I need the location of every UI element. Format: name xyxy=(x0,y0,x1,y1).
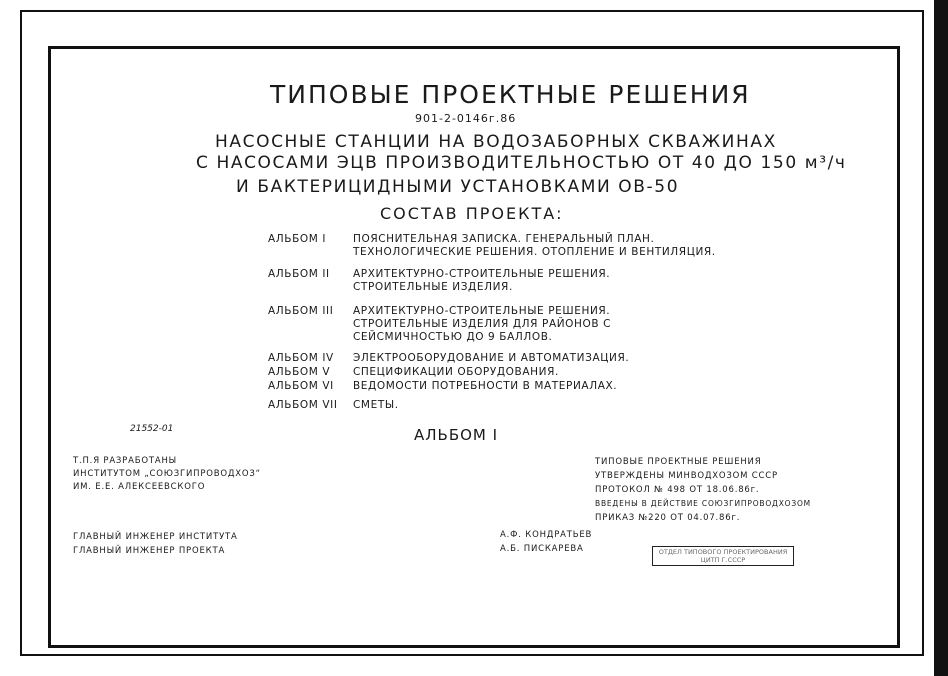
signatory-titles: ГЛАВНЫЙ ИНЖЕНЕР ИНСТИТУТА ГЛАВНЫЙ ИНЖЕНЕР ПРОЕКТА xyxy=(73,532,238,556)
inventory-number: 21552-01 xyxy=(130,424,174,434)
subtitle-line-2: С НАСОСАМИ ЭЦВ ПРОИЗВОДИТЕЛЬНОСТЬЮ ОТ 40 ДО 150 м³/ч xyxy=(196,153,847,173)
album-description: ПОЯСНИТЕЛЬНАЯ ЗАПИСКА. ГЕНЕРАЛЬНЫЙ ПЛАН. ТЕХНОЛОГИЧЕСКИЕ РЕШЕНИЯ. ОТОПЛЕНИЕ И ВЕНТИЛЯЦИЯ. xyxy=(353,233,716,258)
album-label: АЛЬБОМ IV xyxy=(268,352,334,364)
album-entry xyxy=(268,233,716,259)
album-entry xyxy=(268,380,617,393)
approval-block: ТИПОВЫЕ ПРОЕКТНЫЕ РЕШЕНИЯ УТВЕРЖДЕНЫ МИНВОДХОЗОМ СССР ПРОТОКОЛ № 498 ОТ 18.06.86г. ВВЕДЕНЫ В ДЕЙСТВИЕ СОЮЗГИПРОВОДХОЗОМ ПРИКАЗ №220 ОТ 04.07.86г. xyxy=(595,457,811,523)
album-label: АЛЬБОМ VI xyxy=(268,380,334,392)
album-label: АЛЬБОМ III xyxy=(268,305,334,317)
document-title: ТИПОВЫЕ ПРОЕКТНЫЕ РЕШЕНИЯ xyxy=(270,80,751,109)
album-description: АРХИТЕКТУРНО-СТРОИТЕЛЬНЫЕ РЕШЕНИЯ. СТРОИТЕЛЬНЫЕ ИЗДЕЛИЯ ДЛЯ РАЙОНОВ С СЕЙСМИЧНОСТЬЮ ДО 9 БАЛЛОВ. xyxy=(353,305,612,343)
project-number: 901-2-0146г.86 xyxy=(415,112,517,125)
subtitle-line-1: НАСОСНЫЕ СТАНЦИИ НА ВОДОЗАБОРНЫХ СКВАЖИНАХ xyxy=(215,132,777,152)
album-description: ВЕДОМОСТИ ПОТРЕБНОСТИ В МАТЕРИАЛАХ. xyxy=(353,380,618,392)
album-label: АЛЬБОМ V xyxy=(268,366,331,378)
album-label: АЛЬБОМ VII xyxy=(268,399,338,411)
album-entry xyxy=(268,352,629,365)
album-heading: АЛЬБОМ I xyxy=(414,426,499,444)
signatory-names: А.Ф. КОНДРАТЬЕВ А.Б. ПИСКАРЕВА xyxy=(500,530,593,554)
album-entry xyxy=(268,305,611,344)
developer-block: Т.П.Я РАЗРАБОТАНЫ ИНСТИТУТОМ „СОЮЗГИПРОВОДХОЗ“ ИМ. Е.Е. АЛЕКСЕЕВСКОГО xyxy=(73,456,261,492)
album-label: АЛЬБОМ II xyxy=(268,268,330,280)
album-entry xyxy=(268,399,399,412)
composition-heading: СОСТАВ ПРОЕКТА: xyxy=(380,204,564,223)
scan-edge xyxy=(934,0,948,676)
album-description: СПЕЦИФИКАЦИИ ОБОРУДОВАНИЯ. xyxy=(353,366,559,378)
album-description: АРХИТЕКТУРНО-СТРОИТЕЛЬНЫЕ РЕШЕНИЯ. СТРОИТЕЛЬНЫЕ ИЗДЕЛИЯ. xyxy=(353,268,611,293)
stamp: ОТДЕЛ ТИПОВОГО ПРОЕКТИРОВАНИЯ ЦИТП Г.СССР xyxy=(652,546,794,566)
subtitle-line-3: И БАКТЕРИЦИДНЫМИ УСТАНОВКАМИ ОВ-50 xyxy=(236,177,680,197)
album-description: СМЕТЫ. xyxy=(353,399,399,411)
album-description: ЭЛЕКТРООБОРУДОВАНИЕ И АВТОМАТИЗАЦИЯ. xyxy=(353,352,630,364)
album-label: АЛЬБОМ I xyxy=(268,233,327,245)
album-entry xyxy=(268,366,559,379)
album-entry xyxy=(268,268,610,294)
